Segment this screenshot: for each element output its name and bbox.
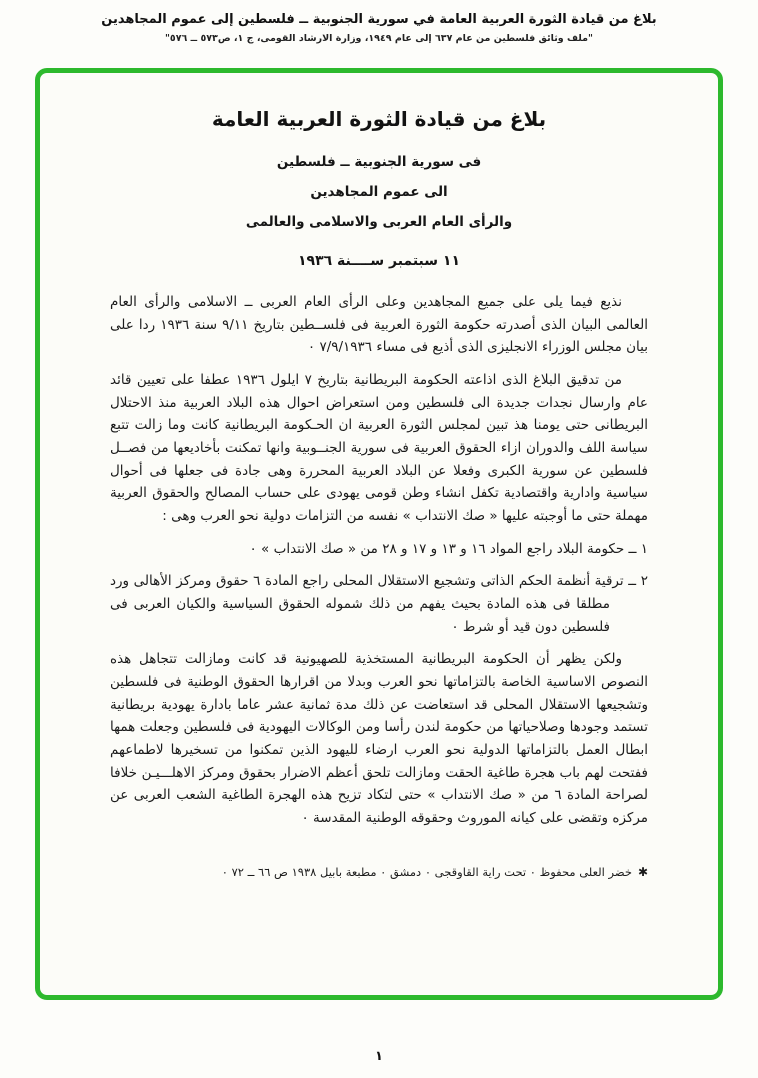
page-header	[0, 0, 758, 44]
list-item-2: ٢ ــ ترقية أنظمة الحكم الذاتى وتشجيع الاستقلال المحلى راجع المادة ٦ حقوق ومركز الأهالى ورد مطلقا فى هذه المادة بحيث يفهم من ذلك شموله الحقوق السياسية والكيان العربى فى فلسطين دون قيد أو شرط ٠	[110, 573, 648, 635]
footnote	[110, 865, 648, 879]
document-subtitle-audience: والرأى العام العربى والاسلامى والعالمى	[245, 214, 513, 230]
list-item-1: ١ ــ حكومة البلاد راجع المواد ١٦ و ١٣ و ١٧ و ٢٨ من « صك الانتداب » ٠	[249, 540, 648, 557]
document-subtitle-region: فى سورية الجنوبية ــ فلسطين	[276, 154, 482, 170]
page-number: ١	[375, 1049, 383, 1064]
paragraph-analysis: من تدقيق البلاغ الذى اذاعته الحكومة البريطانية بتاريخ ٧ ايلول ١٩٣٦ عطفا على تعيين قائد عام وارسال نجدات جديدة الى فلسطين ومن استعراض احوال هذه البلاد العربية منذ الاحتلال البريطانى حتى يومنا هذ تبين لمجلس الثورة العربية ان الحـكومة البريطانية كانت وما زالت تتبع سياسة اللف والدوران ازاء الحقوق العربية فى سورية الجنــوبية وانها تمكنت بأخاديعها من فصــل فلسطين عن سورية الكبرى وفعلا عن البلاد العربية المحررة وهى جادة فى جعلها فى أحوال سياسية وادارية واقتصادية تكفل انشاء وطن قومى يهودى على حساب المصالح والحقوق العربية مهملة حتى ما أوجبته عليها « صك الانتداب » نفسه من التزامات دولية نحو العرب وهى :	[110, 372, 648, 525]
footnote-marker-icon: ✱	[637, 865, 648, 879]
paragraph-intro: نذيع فيما يلى على جميع المجاهدين وعلى الرأى العام العربى ــ الاسلامى والرأى العام العالمى البيان الذى أصدرته حكومة الثورة العربية فى فلســطين بتاريخ ٩/١١ سنة ١٩٣٦ ردا على بيان مجلس الوزراء الانجليزى الذى أذيع فى مساء ٧/٩/١٩٣٦ ٠	[110, 294, 648, 356]
footnote-text: خضر العلى محفوظ ٠ تحت راية القاوقجى ٠ دمشق ٠ مطبعة بابيل ١٩٣٨ ص ٦٦ ــ ٧٢ ٠	[221, 865, 632, 879]
header-title: بلاغ من قيادة الثورة العربية العامة في سورية الجنوبية ــ فلسطين إلى عموم المجاهدين	[101, 12, 657, 27]
paragraph-conclusion: ولكن يظهر أن الحكومة البريطانية المستخذية للصهيونية قد كانت ومازالت تتجاهل هذه النصوص الاساسية الخاصة بالتزاماتها نحو العرب وبدلا من اقرارها الحقوق الوطنية فى فلسطين وتشجيعها الاستقلال المحلى قد استعاضت عن ذلك مدة ثمانية عشر عاما بادارة يهودية بريطانية تستمد وجودها وصلاحياتها من حكومة لندن رأسا ومن الوكالات اليهودية فى فلسطين وجعلت همها ابطال العمل بالتزاماتها الدولية نحو العرب ارضاء لليهود الذين تمكنوا من تسخيرها لاطماعهم ففتحت لهم باب هجرة طاغية الحقت ومازالت تلحق أعظم الاضرار بحقوق ومركز الاهلـــيـن خلافا لصراحة المادة ٦ من « صك الانتداب » حتى لتكاد تزيح هذه الهجرة الطاغية الشعب العربى عن مركزه وتقضى على كيانه الموروث وحقوقه الوطنية المقدسة ٠	[110, 651, 648, 827]
document-title: بلاغ من قيادة الثورة العربية العامة	[211, 107, 547, 131]
document-frame	[35, 68, 723, 1000]
document-subtitle-addressee: الى عموم المجاهدين	[310, 184, 448, 200]
header-citation: "ملف وثائق فلسطين من عام ٦٣٧ إلى عام ١٩٤٩، وزارة الارشاد القومى، ج ١، ص٥٧٣ ــ ٥٧٦"	[164, 33, 594, 44]
document-date: ١١ سبتمبر ســــنة ١٩٣٦	[297, 253, 461, 269]
